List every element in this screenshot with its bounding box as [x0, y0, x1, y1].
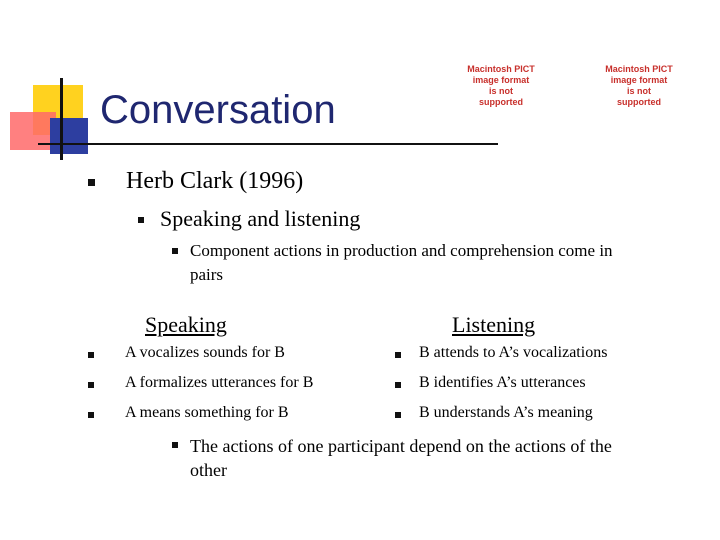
- bullet-square-icon: [88, 412, 94, 418]
- slide-title: Conversation: [100, 88, 336, 132]
- bullet-square-icon: [172, 442, 178, 448]
- unsupported-image-placeholder-1: [466, 64, 536, 108]
- bullet-square-icon: [395, 382, 401, 388]
- unsupported-image-placeholder-2: [604, 64, 674, 108]
- listening-item: B attends to A’s vocalizations: [419, 344, 608, 361]
- speaking-item: A vocalizes sounds for B: [125, 344, 285, 361]
- bullet-square-icon: [88, 382, 94, 388]
- bullet-square-icon: [88, 352, 94, 358]
- bullet-square-icon: [395, 352, 401, 358]
- level3-text: Component actions in production and comprehension come in pairs: [190, 241, 613, 284]
- pict-notice-line: is not supported: [479, 86, 523, 107]
- speaking-item: A formalizes utterances for B: [125, 374, 314, 391]
- title-ornament-vertical-line: [60, 78, 63, 160]
- speaking-column-header: Speaking: [145, 312, 227, 337]
- conclusion-text: The actions of one participant depend on the actions of the other: [190, 436, 612, 480]
- listening-column-header: Listening: [452, 312, 536, 337]
- bullet-square-icon: [395, 412, 401, 418]
- title-ornament-blue-square: [50, 118, 88, 154]
- level1-text: Herb Clark (1996): [126, 168, 304, 194]
- pict-notice-line: image format: [610, 75, 668, 85]
- bullet-square-icon: [88, 179, 95, 186]
- speaking-item: A means something for B: [125, 404, 289, 421]
- pict-notice-line: Macintosh PICT: [605, 64, 673, 74]
- bullet-square-icon: [172, 248, 178, 254]
- pict-notice-line: image format: [472, 75, 530, 85]
- listening-item: B understands A’s meaning: [419, 404, 593, 421]
- bullet-square-icon: [138, 217, 144, 223]
- listening-item: B identifies A’s utterances: [419, 374, 586, 391]
- title-underline: [38, 143, 498, 145]
- pict-notice-line: is not supported: [617, 86, 661, 107]
- pict-notice-line: Macintosh PICT: [467, 64, 535, 74]
- level2-text: Speaking and listening: [160, 206, 361, 231]
